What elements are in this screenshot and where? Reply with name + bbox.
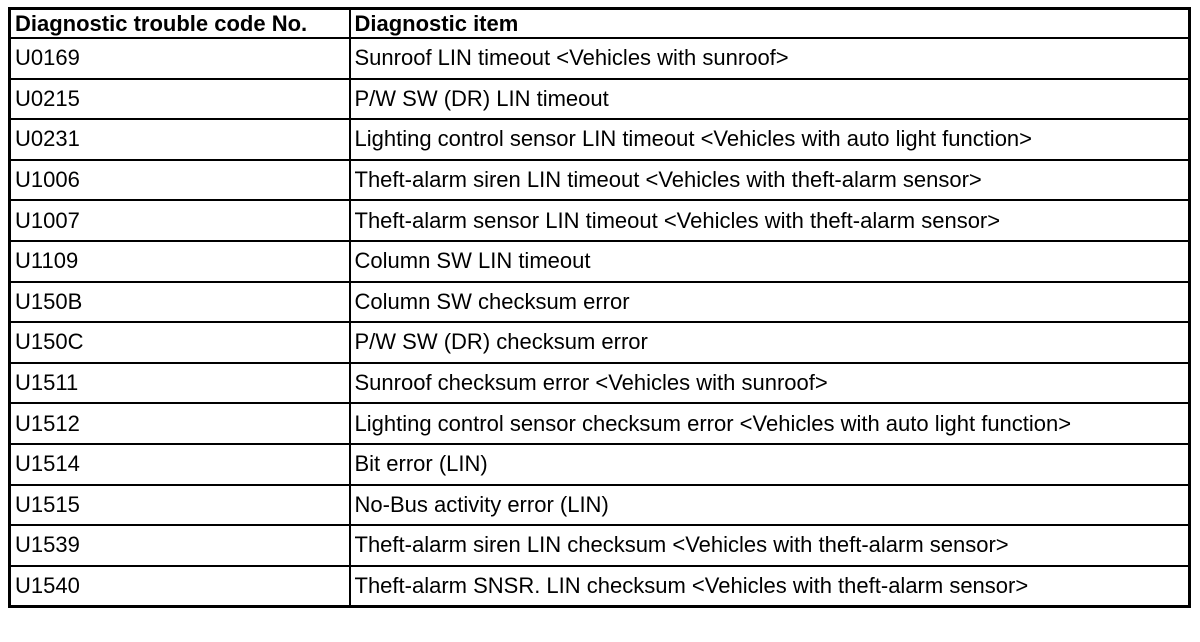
table-row	[10, 403, 1190, 444]
cell-item: Column SW LIN timeout	[350, 241, 1190, 282]
cell-item: Sunroof LIN timeout <Vehicles with sunroof>	[350, 38, 1190, 79]
cell-item: Lighting control sensor LIN timeout <Vehicles with auto light function>	[350, 119, 1190, 160]
cell-item: Bit error (LIN)	[350, 444, 1190, 485]
cell-code: U150B	[10, 282, 350, 323]
cell-code: U1539	[10, 525, 350, 566]
cell-item: Column SW checksum error	[350, 282, 1190, 323]
cell-code: U1515	[10, 485, 350, 526]
table-row	[10, 282, 1190, 323]
diagnostic-code-table	[8, 7, 1191, 608]
table-row	[10, 38, 1190, 79]
table-row	[10, 485, 1190, 526]
cell-code: U0231	[10, 119, 350, 160]
cell-item: Sunroof checksum error <Vehicles with sunroof>	[350, 363, 1190, 404]
cell-code: U1109	[10, 241, 350, 282]
cell-item: Theft-alarm siren LIN timeout <Vehicles with theft-alarm sensor>	[350, 160, 1190, 201]
table-row	[10, 566, 1190, 607]
cell-code: U1540	[10, 566, 350, 607]
table-row	[10, 444, 1190, 485]
cell-code: U0215	[10, 79, 350, 120]
cell-code: U1007	[10, 200, 350, 241]
cell-code: U1512	[10, 403, 350, 444]
table-row	[10, 79, 1190, 120]
cell-item: No-Bus activity error (LIN)	[350, 485, 1190, 526]
cell-item: Theft-alarm sensor LIN timeout <Vehicles with theft-alarm sensor>	[350, 200, 1190, 241]
cell-item: P/W SW (DR) LIN timeout	[350, 79, 1190, 120]
cell-item: Lighting control sensor checksum error <Vehicles with auto light function>	[350, 403, 1190, 444]
table-row	[10, 119, 1190, 160]
cell-code: U1511	[10, 363, 350, 404]
table-row	[10, 160, 1190, 201]
cell-code: U1514	[10, 444, 350, 485]
cell-item: P/W SW (DR) checksum error	[350, 322, 1190, 363]
header-item: Diagnostic item	[350, 9, 1190, 39]
cell-code: U1006	[10, 160, 350, 201]
cell-item: Theft-alarm siren LIN checksum <Vehicles with theft-alarm sensor>	[350, 525, 1190, 566]
cell-code: U150C	[10, 322, 350, 363]
table-row	[10, 200, 1190, 241]
table-header-row	[10, 9, 1190, 39]
cell-item: Theft-alarm SNSR. LIN checksum <Vehicles with theft-alarm sensor>	[350, 566, 1190, 607]
table-row	[10, 363, 1190, 404]
table-row	[10, 525, 1190, 566]
table-row	[10, 322, 1190, 363]
header-code: Diagnostic trouble code No.	[10, 9, 350, 39]
table-row	[10, 241, 1190, 282]
cell-code: U0169	[10, 38, 350, 79]
